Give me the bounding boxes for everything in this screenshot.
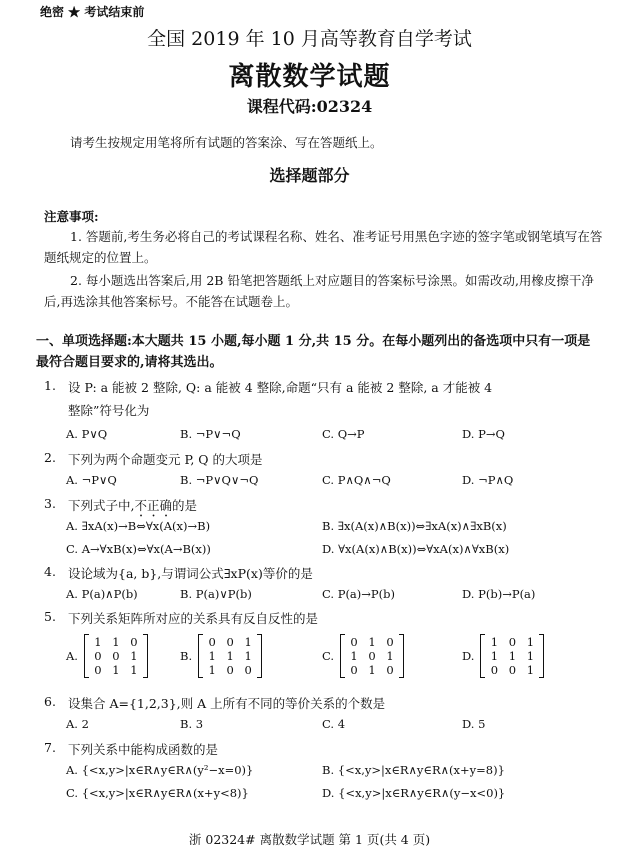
question-stem: 整除”符号化为 (68, 403, 150, 418)
option-c: C. Q→P (322, 427, 365, 441)
matrix-option-b (180, 634, 262, 678)
option-a: A. ∃xA(x)→B⇔∀x(A(x)→B) (66, 519, 211, 533)
option-a: A. P(a)∧P(b) (66, 587, 138, 601)
question-stem: 下列为两个命题变元 P, Q 的大项是 (68, 452, 263, 467)
option-d: D. P(b)→P(a) (462, 587, 536, 601)
option-a: A. ¬P∨Q (66, 473, 117, 487)
relation-matrix: 1 1 0 0 0 1 0 1 1 (84, 634, 148, 678)
note-item-1: 1. 答题前,考生务必将自己的考试课程名称、姓名、准考证号用黑色字迹的签字笔或钢笔填写在答题纸规定的位置上。 (44, 229, 603, 265)
option-b: B. ∃x(A(x)∧B(x))⇔∃xA(x)∧∃xB(x) (322, 519, 507, 533)
question-stem: 设集合 A={1,2,3},则 A 上所有不同的等价关系的个数是 (68, 696, 386, 711)
question-stem: 设论域为{a, b},与谓词公式∃xP(x)等价的是 (68, 566, 313, 581)
question-stem: 下列关系中能构成函数的是 (68, 742, 219, 757)
answer-notice: 请考生按规定用笔将所有试题的答案涂、写在答题纸上。 (70, 135, 383, 150)
option-label: A. (66, 649, 78, 663)
option-a: A. 2 (66, 717, 89, 731)
matrix-option-d (462, 634, 544, 678)
matrix-option-a (66, 634, 148, 678)
option-label: D. (462, 649, 475, 663)
option-c: C. P∧Q∧¬Q (322, 473, 391, 487)
option-c: C. P(a)→P(b) (322, 587, 395, 601)
option-label: C. (322, 649, 335, 663)
confidential-mark: 绝密 ★ 考试结束前 (40, 5, 145, 19)
option-d: D. 5 (462, 717, 486, 731)
question-number: 1. (44, 378, 56, 393)
relation-matrix: 1 0 1 1 1 1 0 0 1 (480, 634, 544, 678)
option-b: B. ¬P∨Q∨¬Q (180, 473, 259, 487)
option-c: C. 4 (322, 717, 346, 731)
note-item-2: 2. 每小题选出答案后,用 2B 铅笔把答题纸上对应题目的答案标号涂黑。如需改动,用橡皮擦干净后,再选涂其他答案标号。不能答在试题卷上。 (44, 273, 594, 309)
option-a: A. P∨Q (66, 427, 108, 441)
option-a: A. {<x,y>|x∈R∧y∈R∧(y²−x=0)} (66, 763, 254, 777)
relation-matrix: 0 0 1 1 1 1 1 0 0 (198, 634, 262, 678)
page-footer: 浙 02324# 离散数学试题 第 1 页(共 4 页) (188, 832, 431, 847)
option-b: B. 3 (180, 717, 204, 731)
option-d: D. ∀x(A(x)∧B(x))⇔∀xA(x)∧∀xB(x) (322, 542, 510, 556)
option-b: B. ¬P∨¬Q (180, 427, 241, 441)
section-title: 一、单项选择题:本大题共 15 小题,每小题 1 分,共 15 分。在每小题列出的备选项中只有一项是最符合题目要求的,请将其选出。 (36, 334, 591, 370)
question-stem: 下列式子中,不正确的是 (68, 498, 198, 513)
question-stem: 下列关系矩阵所对应的关系具有反自反性的是 (68, 611, 319, 626)
course-code: 课程代码:02324 (246, 97, 373, 116)
question-stem: 设 P: a 能被 2 整除, Q: a 能被 4 整除,命题“只有 a 能被 2 整除, a 才能被 4 (68, 380, 493, 395)
matrix-option-c (322, 634, 404, 678)
question-number: 4. (44, 564, 56, 579)
question-number: 6. (44, 694, 56, 709)
relation-matrix: 0 1 0 1 0 1 0 1 0 (340, 634, 404, 678)
option-d: D. ¬P∧Q (462, 473, 514, 487)
option-d: D. {<x,y>|x∈R∧y∈R∧(y−x<0)} (322, 786, 506, 800)
option-b: B. P(a)∨P(b) (180, 587, 252, 601)
notes-heading: 注意事项: (44, 209, 99, 224)
question-number: 7. (44, 740, 56, 755)
option-c: C. A→∀xB(x)⇔∀x(A→B(x)) (66, 542, 211, 556)
question-number: 3. (44, 496, 56, 511)
option-label: B. (180, 649, 193, 663)
question-number: 2. (44, 450, 56, 465)
part-title: 选择题部分 (269, 166, 350, 185)
exam-title: 全国 2019 年 10 月高等教育自学考试 (147, 28, 472, 50)
option-c: C. {<x,y>|x∈R∧y∈R∧(x+y<8)} (66, 786, 249, 800)
emphasis-text: 不正确 (134, 498, 172, 513)
subject-title: 离散数学试题 (228, 62, 391, 92)
option-b: B. {<x,y>|x∈R∧y∈R∧(x+y=8)} (322, 763, 505, 777)
option-d: D. P→Q (462, 427, 505, 441)
question-number: 5. (44, 609, 56, 624)
